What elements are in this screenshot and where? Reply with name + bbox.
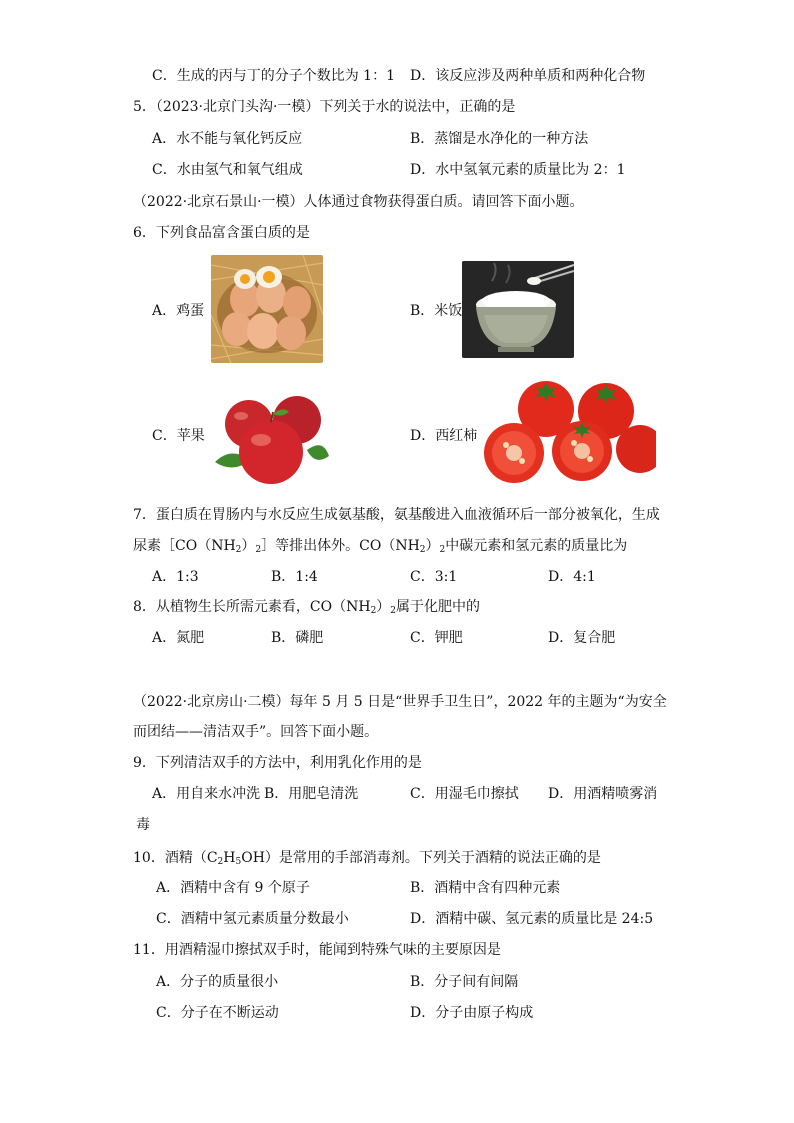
q5-option-b: B．蒸馏是水净化的一种方法	[410, 131, 589, 147]
eggs-image	[211, 255, 323, 363]
q10-stem: 10．酒精$(C_2H_5OH)$是常用的手部消毒剂。下列关于酒精的说法正确的是	[133, 850, 601, 867]
q6-stem: 6．下列食品富含蛋白质的是	[133, 225, 310, 241]
q9-option-d-continued: 毒	[136, 817, 150, 833]
q7-option-d: D．4:1	[548, 569, 596, 585]
q6-option-d: D．西红柿	[410, 428, 478, 444]
q5-stem: 5．（2023·北京门头沟·一模）下列关于水的说法中，正确的是	[133, 99, 516, 115]
option-d-prev: D．该反应涉及两种单质和两种化合物	[410, 68, 646, 84]
q7-option-b: B．1:4	[271, 569, 318, 585]
q8-stem: 8．从植物生长所需元素看，$CO(NH_2)_2$属于化肥中的	[133, 599, 481, 616]
q9-option-c: C．用湿毛巾擦拭	[410, 786, 519, 802]
tomatoes-image	[482, 379, 656, 484]
q7-option-c: C．3:1	[410, 569, 458, 585]
q9-stem: 9．下列清洁双手的方法中，利用乳化作用的是	[133, 755, 422, 771]
q8-option-b: B．磷肥	[271, 630, 324, 646]
q5-option-d: D．水中氢氧元素的质量比为 2：1	[410, 162, 626, 178]
q6-option-b: B．米饭	[410, 303, 463, 319]
q10-option-a: A．酒精中含有 9 个原子	[156, 880, 310, 896]
q7-stem-line1: 7．蛋白质在胃肠内与水反应生成氨基酸，氨基酸进入血液循环后一部分被氧化，生成	[133, 507, 660, 523]
apples-image	[211, 390, 331, 488]
q7-stem-line2: 尿素$[CO(NH_2)_2]$等排出体外。$CO(NH_2)_2$中碳元素和氢元素的质量比为	[133, 538, 628, 555]
q11-option-b: B．分子间有间隔	[410, 974, 519, 990]
q10-option-b: B．酒精中含有四种元素	[410, 880, 561, 896]
intro-fangshan-line2: 而团结——清洁双手”。回答下面小题。	[133, 724, 379, 740]
q8-option-a: A．氮肥	[152, 630, 205, 646]
q5-option-a: A．水不能与氧化钙反应	[152, 131, 303, 147]
q7-option-a: A．1:3	[152, 569, 199, 585]
q6-option-a: A．鸡蛋	[152, 303, 205, 319]
q8-option-c: C．钾肥	[410, 630, 463, 646]
intro-shijingshan: （2022·北京石景山·一模）人体通过食物获得蛋白质。请回答下面小题。	[133, 194, 584, 210]
q9-option-a: A．用自来水冲洗	[152, 786, 261, 802]
rice-bowl-image	[462, 261, 574, 358]
q10-option-d: D．酒精中碳、氢元素的质量比是 24:5	[410, 911, 654, 927]
q8-option-d: D．复合肥	[548, 630, 616, 646]
intro-fangshan-line1: （2022·北京房山·二模）每年 5 月 5 日是“世界手卫生日”，2022 年的主题为“为安全	[133, 694, 667, 710]
q11-option-d: D．分子由原子构成	[410, 1005, 534, 1021]
q11-option-a: A．分子的质量很小	[156, 974, 279, 990]
q11-stem: 11．用酒精湿巾擦拭双手时，能闻到特殊气味的主要原因是	[133, 942, 501, 958]
q6-option-c: C．苹果	[152, 428, 205, 444]
q9-option-d: D．用酒精喷雾消	[548, 786, 658, 802]
option-c-prev: C．生成的丙与丁的分子个数比为 1：1	[152, 68, 395, 84]
q11-option-c: C．分子在不断运动	[156, 1005, 279, 1021]
q9-option-b: B．用肥皂清洗	[264, 786, 359, 802]
q5-option-c: C．水由氢气和氧气组成	[152, 162, 303, 178]
q10-option-c: C．酒精中氢元素质量分数最小	[156, 911, 349, 927]
